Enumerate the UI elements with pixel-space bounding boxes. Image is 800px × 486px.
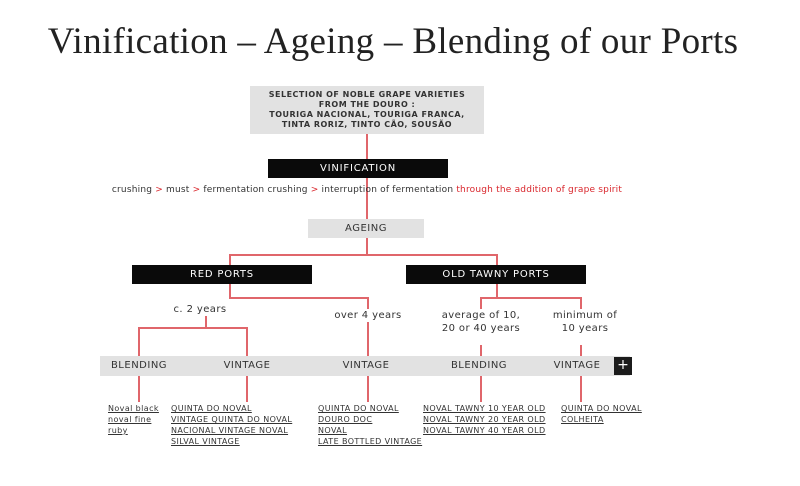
bar-label-vintage: VINTAGE: [553, 360, 601, 371]
process-step: interruption of fermentation: [321, 185, 454, 195]
process-separator: >: [192, 185, 201, 195]
condition-label-c2years: c. 2 years: [160, 303, 240, 316]
condition-label-average: [426, 309, 536, 335]
link-list-vintage-over4: [318, 403, 422, 447]
wine-link[interactable]: NACIONAL VINTAGE NOVAL: [171, 426, 289, 435]
wine-link[interactable]: QUINTA DO NOVAL: [318, 404, 399, 413]
connector-line: [246, 327, 248, 357]
wine-link[interactable]: SILVAL VINTAGE: [171, 437, 240, 446]
process-steps: [0, 185, 734, 195]
condition-line: average of 10,: [441, 310, 521, 321]
connector-line: [580, 297, 582, 309]
bar-label-vintage: VINTAGE: [223, 360, 271, 371]
wine-link[interactable]: ruby: [108, 426, 128, 435]
grape-selection-line: TINTA RORIZ, TINTO CÃO, SOUSÃO: [281, 120, 453, 129]
wine-link[interactable]: LATE BOTTLED VINTAGE: [318, 437, 423, 446]
connector-line: [367, 297, 369, 357]
grape-selection-line: FROM THE DOURO :: [318, 100, 416, 109]
connector-line: [246, 376, 248, 402]
wine-link[interactable]: noval fine: [108, 415, 152, 424]
wine-link[interactable]: NOVAL TAWNY 10 YEAR OLD: [423, 404, 546, 413]
wine-link[interactable]: NOVAL: [318, 426, 348, 435]
bar-label-vintage: VINTAGE: [342, 360, 390, 371]
connector-line: [496, 284, 498, 298]
wine-link[interactable]: Noval black: [108, 404, 159, 413]
condition-line: 10 years: [561, 323, 609, 333]
wine-link[interactable]: NOVAL TAWNY 20 YEAR OLD: [423, 415, 546, 424]
grape-selection-box: [250, 86, 484, 134]
connector-line: [367, 376, 369, 402]
process-separator: >: [310, 185, 319, 195]
link-list-colheita: [561, 403, 642, 425]
connector-line: [138, 376, 140, 402]
red-ports-box: RED PORTS: [132, 265, 312, 284]
condition-line: minimum of: [552, 310, 618, 321]
connector-line: [480, 376, 482, 402]
connector-line: [229, 284, 231, 298]
wine-link[interactable]: QUINTA DO NOVAL: [171, 404, 252, 413]
connector-line: [480, 297, 582, 299]
connector-line: [366, 238, 368, 255]
wine-link[interactable]: VINTAGE QUINTA DO NOVAL: [171, 415, 293, 424]
condition-label-over4years: over 4 years: [318, 309, 418, 322]
vinification-box: VINIFICATION: [268, 159, 448, 178]
connector-line: [138, 327, 248, 329]
process-separator: >: [155, 185, 163, 195]
connector-line: [480, 297, 482, 309]
process-step: crushing: [111, 185, 153, 195]
condition-label-minimum: [545, 309, 625, 333]
link-list-blending-red: [108, 403, 159, 436]
old-tawny-ports-box: OLD TAWNY PORTS: [406, 265, 586, 284]
wine-link[interactable]: COLHEITA: [561, 415, 604, 424]
wine-link[interactable]: DOURO DOC: [318, 415, 373, 424]
wine-link[interactable]: QUINTA DO NOVAL: [561, 404, 642, 413]
grape-selection-line: SELECTION OF NOBLE GRAPE VARIETIES: [268, 90, 466, 99]
process-step: fermentation crushing: [203, 185, 308, 195]
connector-line: [580, 376, 582, 402]
expand-plus-button[interactable]: +: [614, 357, 632, 375]
connector-line: [366, 134, 368, 159]
condition-line: 20 or 40 years: [441, 323, 521, 334]
page-title: Vinification – Ageing – Blending of our Ports: [47, 21, 739, 62]
connector-line: [229, 297, 369, 299]
grape-selection-line: TOURIGA NACIONAL, TOURIGA FRANCA,: [269, 110, 465, 119]
process-step: must: [166, 185, 190, 195]
link-list-blending-tawny: [423, 403, 546, 436]
bar-label-blending: BLENDING: [450, 360, 508, 371]
connector-line: [138, 327, 140, 357]
ageing-box: AGEING: [308, 219, 424, 238]
link-list-vintage-red: [171, 403, 292, 447]
process-highlight: through the addition of grape spirit: [456, 185, 623, 195]
wine-link[interactable]: NOVAL TAWNY 40 YEAR OLD: [423, 426, 546, 435]
connector-line: [229, 254, 498, 256]
bar-label-blending: BLENDING: [110, 360, 168, 371]
